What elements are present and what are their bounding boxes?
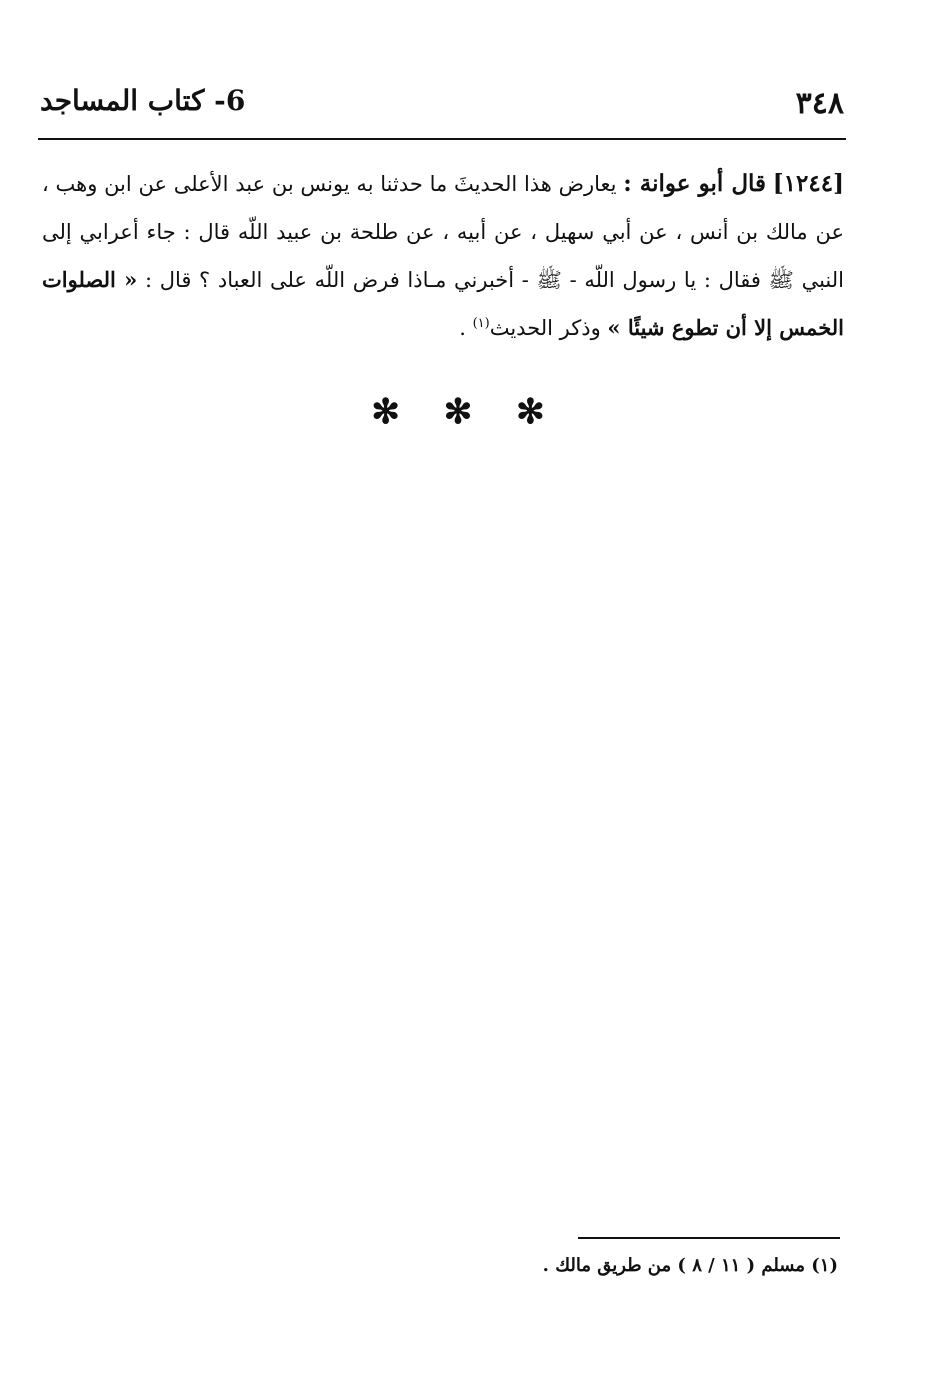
hadith-ending: . — [459, 316, 473, 340]
hadith-narrator: قال أبو عوانة : — [623, 170, 767, 197]
hadith-number: [١٢٤٤] — [772, 170, 844, 197]
footnote: (١) مسلم ( ١١ / ٨ ) من طريق مالك . — [542, 1255, 838, 1276]
hadith-text: يعارض هذا الحديثَ ما حدثنا به يونس بن عبد الأعلى عن ابن وهب ، عن مالك بن أنس ، عن أبي سهيل ، عن أبيه ، عن طلحة بن عبيد اللّه قال : جاء أعرابي إلى النبي ﷺ فقال : يا رسول اللّه - ﷺ - أخبرني مـاذا فرض اللّه على العباد ؟ قال : — [42, 172, 844, 292]
hadith-paragraph — [42, 160, 844, 352]
page-number: ٣٤٨ — [795, 86, 844, 121]
section-separator: ✻ ✻ ✻ — [371, 392, 561, 432]
hadith-body — [42, 160, 844, 352]
hadith-quote: « الصلوات الخمس إلا أن تطوع شيئًا » — [42, 267, 844, 340]
footnote-reference: (١) — [472, 316, 490, 331]
hadith-closing-text: وذكر الحديث — [489, 316, 601, 340]
chapter-title: 6- كتاب المساجد — [40, 84, 246, 117]
header-divider — [38, 138, 846, 140]
footnote-divider — [578, 1237, 840, 1239]
